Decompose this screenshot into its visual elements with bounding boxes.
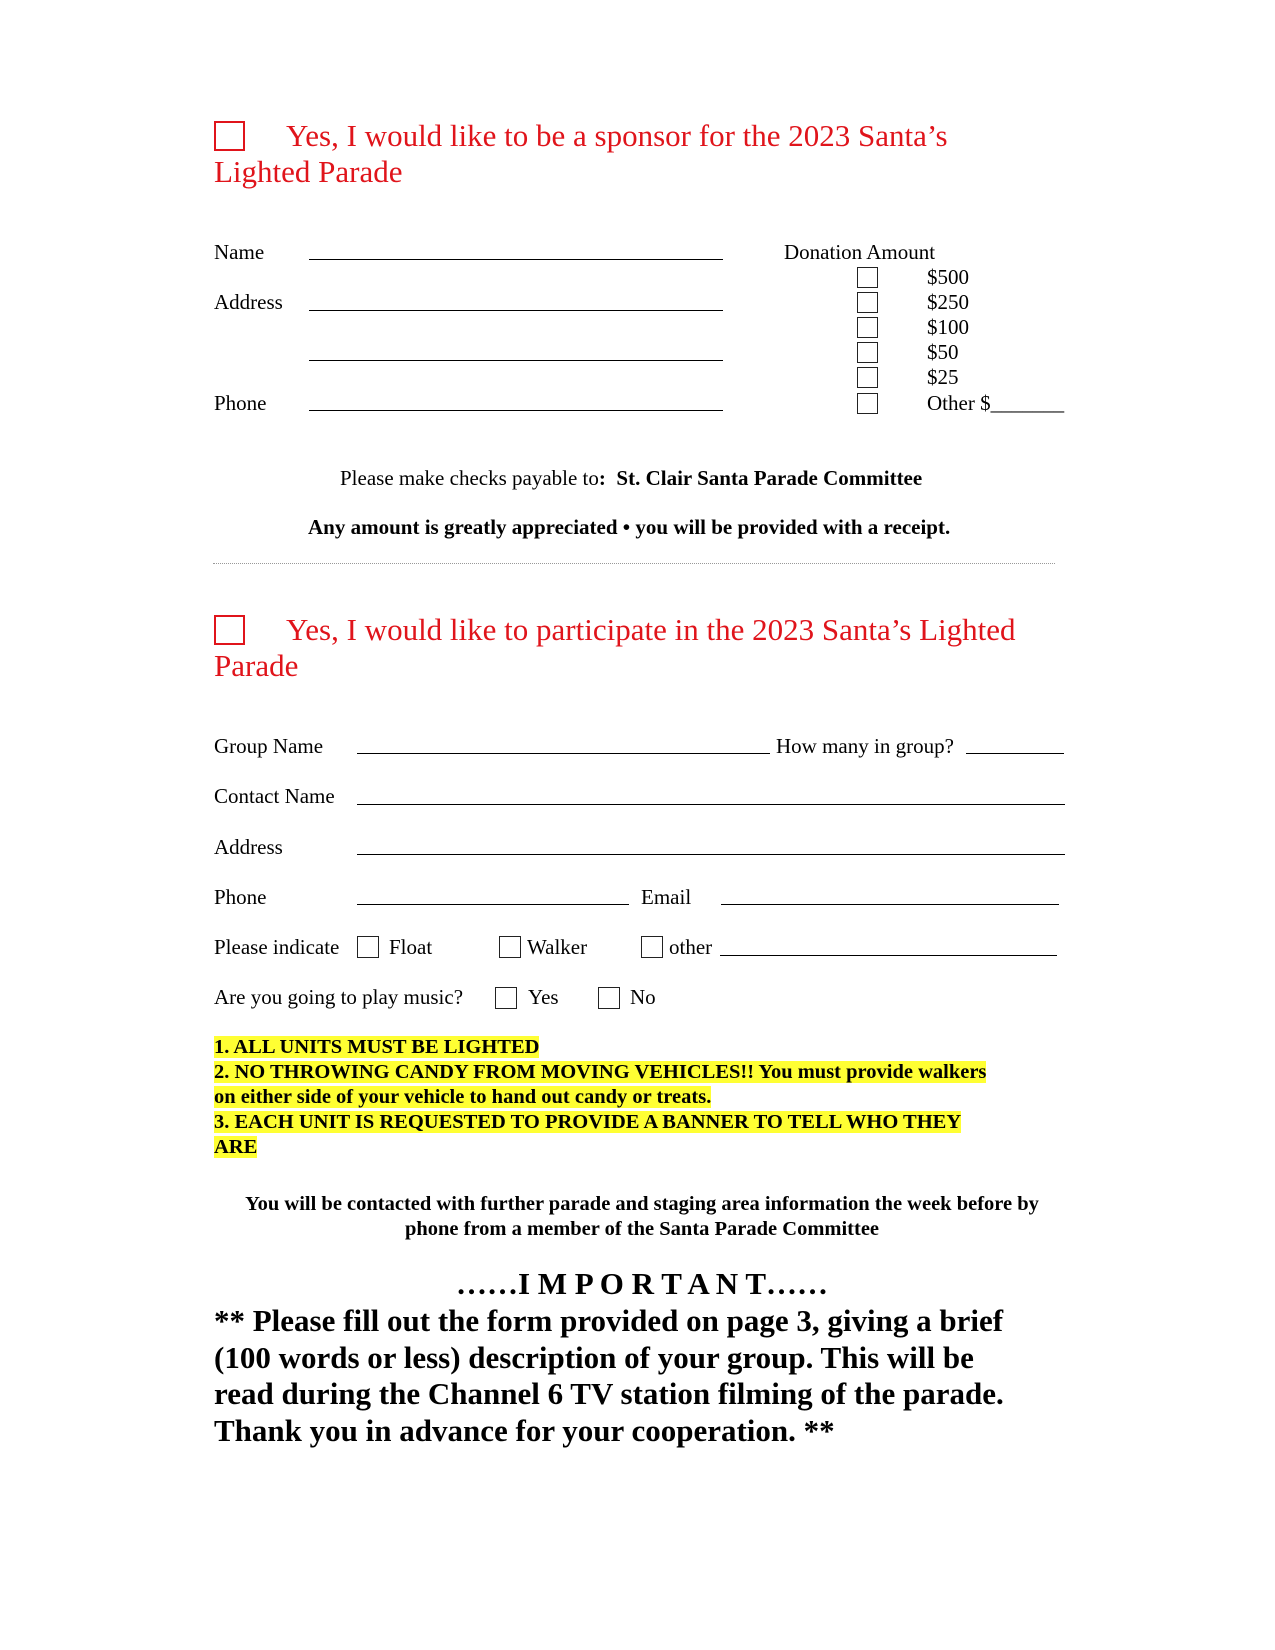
participant-address-label: Address bbox=[214, 835, 283, 859]
other-field[interactable] bbox=[720, 955, 1057, 956]
sponsor-phone-field[interactable] bbox=[309, 410, 723, 411]
contact-note-line2: phone from a member of the Santa Parade Committee bbox=[404, 1218, 880, 1240]
important-title: ……I M P O R T A N T…… bbox=[455, 1266, 829, 1301]
important-body bbox=[214, 1303, 1004, 1449]
contact-note bbox=[200, 1192, 1084, 1242]
rule-3-line2: ARE bbox=[214, 1136, 258, 1158]
please-indicate-label: Please indicate bbox=[214, 935, 340, 959]
donation-other-checkbox[interactable] bbox=[857, 393, 878, 414]
sponsor-address-label: Address bbox=[214, 290, 283, 314]
donation-50-label: $50 bbox=[927, 340, 959, 364]
checks-payable-payee: St. Clair Santa Parade Committee bbox=[616, 466, 923, 490]
sponsor-address-field-2[interactable] bbox=[309, 360, 723, 361]
donation-50-checkbox[interactable] bbox=[857, 342, 878, 363]
sponsor-checkbox[interactable] bbox=[214, 121, 245, 151]
donation-other-label: Other $_______ bbox=[927, 391, 1065, 415]
participate-checkbox[interactable] bbox=[214, 615, 245, 645]
other-label: other bbox=[669, 935, 713, 959]
important-line4: Thank you in advance for your cooperation. ** bbox=[214, 1412, 835, 1448]
email-field[interactable] bbox=[721, 904, 1059, 905]
walker-label: Walker bbox=[527, 935, 588, 959]
music-no-checkbox[interactable] bbox=[598, 987, 620, 1009]
appreciation-note: Any amount is greatly appreciated • you will be provided with a receipt. bbox=[308, 515, 951, 539]
section-divider bbox=[213, 563, 1055, 564]
important-line3: read during the Channel 6 TV station filming of the parade. bbox=[214, 1376, 1004, 1411]
donation-25-label: $25 bbox=[927, 365, 959, 389]
rule-3-line1: 3. EACH UNIT IS REQUESTED TO PROVIDE A BANNER TO TELL WHO THEY bbox=[214, 1111, 962, 1133]
sponsor-name-label: Name bbox=[214, 240, 265, 264]
rule-2-line1: 2. NO THROWING CANDY FROM MOVING VEHICLES!! You must provide walkers bbox=[214, 1061, 987, 1083]
participant-phone-label: Phone bbox=[214, 885, 267, 909]
checks-payable-colon: : bbox=[598, 466, 606, 490]
other-checkbox[interactable] bbox=[641, 936, 663, 958]
music-question-label: Are you going to play music? bbox=[214, 985, 464, 1009]
donation-25-checkbox[interactable] bbox=[857, 367, 878, 388]
email-label: Email bbox=[641, 885, 692, 909]
participant-address-field[interactable] bbox=[357, 854, 1065, 855]
contact-name-label: Contact Name bbox=[214, 784, 335, 808]
group-name-field[interactable] bbox=[357, 753, 770, 754]
checks-payable-line bbox=[340, 466, 922, 491]
music-yes-label: Yes bbox=[528, 985, 559, 1009]
how-many-field[interactable] bbox=[966, 753, 1064, 754]
donation-500-label: $500 bbox=[927, 265, 969, 289]
donation-100-label: $100 bbox=[927, 315, 969, 339]
sponsor-name-field[interactable] bbox=[309, 259, 723, 260]
participate-heading-line2: Parade bbox=[214, 648, 299, 683]
sponsor-heading-line1: Yes, I would like to be a sponsor for the 2023 Santa’s bbox=[286, 118, 948, 153]
sponsor-phone-label: Phone bbox=[214, 391, 267, 415]
music-no-label: No bbox=[630, 985, 656, 1009]
rule-2-line2: on either side of your vehicle to hand out candy or treats. bbox=[214, 1086, 712, 1108]
important-line2: (100 words or less) description of your group. This will be bbox=[214, 1339, 974, 1375]
float-label: Float bbox=[389, 935, 433, 959]
float-checkbox[interactable] bbox=[357, 936, 379, 958]
walker-checkbox[interactable] bbox=[499, 936, 521, 958]
important-line1: ** Please fill out the form provided on page 3, giving a brief bbox=[214, 1303, 1004, 1338]
participate-heading-line1: Yes, I would like to participate in the 2023 Santa’s Lighted bbox=[286, 612, 1016, 647]
donation-100-checkbox[interactable] bbox=[857, 317, 878, 338]
participant-phone-field[interactable] bbox=[357, 904, 629, 905]
sponsor-address-field-1[interactable] bbox=[309, 310, 723, 311]
how-many-label: How many in group? bbox=[776, 734, 954, 758]
donation-250-label: $250 bbox=[927, 290, 969, 314]
donation-500-checkbox[interactable] bbox=[857, 267, 878, 288]
contact-note-line1: You will be contacted with further parade and staging area information the week before by bbox=[245, 1193, 1039, 1215]
rule-1: 1. ALL UNITS MUST BE LIGHTED bbox=[214, 1036, 540, 1058]
sponsor-heading-line2: Lighted Parade bbox=[214, 154, 403, 189]
checks-payable-prefix: Please make checks payable to bbox=[340, 466, 599, 490]
rules-block bbox=[214, 1035, 986, 1160]
group-name-label: Group Name bbox=[214, 734, 324, 758]
donation-amount-title: Donation Amount bbox=[784, 240, 936, 264]
contact-name-field[interactable] bbox=[357, 804, 1065, 805]
donation-250-checkbox[interactable] bbox=[857, 292, 878, 313]
music-yes-checkbox[interactable] bbox=[495, 987, 517, 1009]
